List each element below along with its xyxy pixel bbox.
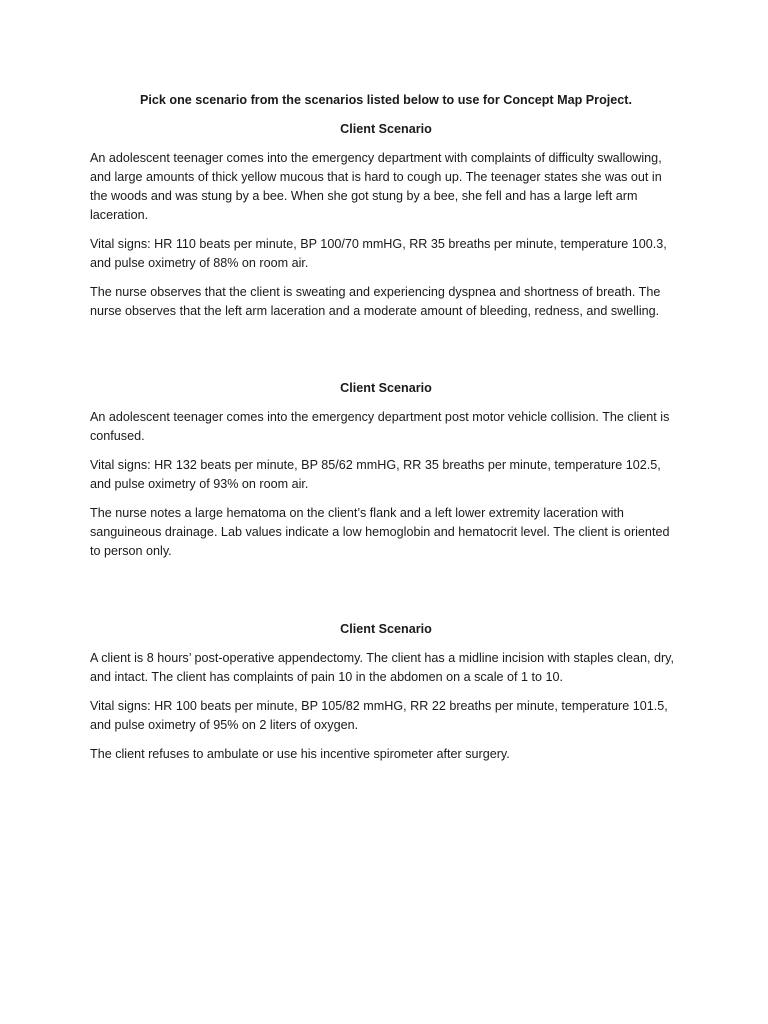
scenario-3-vital-signs: Vital signs: HR 100 beats per minute, BP 105/82 mmHG, RR 22 breaths per minute, temperature 101.5, and pulse oximetry of 95% on 2 liters of oxygen.	[90, 699, 668, 732]
scenario-1-heading: Client Scenario	[340, 122, 432, 136]
scenario-2-description: An adolescent teenager comes into the emergency department post motor vehicle collision. The client is confused.	[90, 410, 670, 443]
scenario-1	[90, 120, 682, 321]
scenario-3-observations: The client refuses to ambulate or use his incentive spirometer after surgery.	[90, 747, 510, 761]
scenario-2-heading: Client Scenario	[340, 381, 432, 395]
scenario-1-vital-signs: Vital signs: HR 110 beats per minute, BP 100/70 mmHG, RR 35 breaths per minute, temperature 100.3, and pulse oximetry of 88% on room air.	[90, 237, 667, 270]
instruction-heading: Pick one scenario from the scenarios listed below to use for Concept Map Project.	[140, 93, 632, 107]
scenario-2	[90, 379, 682, 561]
document-page	[90, 91, 682, 774]
scenario-3-description: A client is 8 hours’ post-operative appendectomy. The client has a midline incision with staples clean, dry, and intact. The client has complaints of pain 10 in the abdomen on a scale of 1 to 10.	[90, 651, 675, 684]
scenario-1-description: An adolescent teenager comes into the emergency department with complaints of difficulty swallowing, and large amounts of thick yellow mucous that is hard to cough up. The teenager states she was out in the woods and was stung by a bee. When she got stung by a bee, she fell and has a large left arm laceration.	[90, 151, 662, 222]
scenario-2-vital-signs: Vital signs: HR 132 beats per minute, BP 85/62 mmHG, RR 35 breaths per minute, temperature 102.5, and pulse oximetry of 93% on room air.	[90, 458, 661, 491]
scenario-3-heading: Client Scenario	[340, 622, 432, 636]
scenario-3	[90, 620, 682, 764]
scenario-1-observations: The nurse observes that the client is sweating and experiencing dyspnea and shortness of breath. The nurse observes that the left arm laceration and a moderate amount of bleeding, redness, and swelling.	[90, 285, 661, 318]
scenario-2-observations: The nurse notes a large hematoma on the client’s flank and a left lower extremity laceration with sanguineous drainage. Lab values indicate a low hemoglobin and hematocrit level. The client is oriented to person only.	[90, 506, 670, 558]
